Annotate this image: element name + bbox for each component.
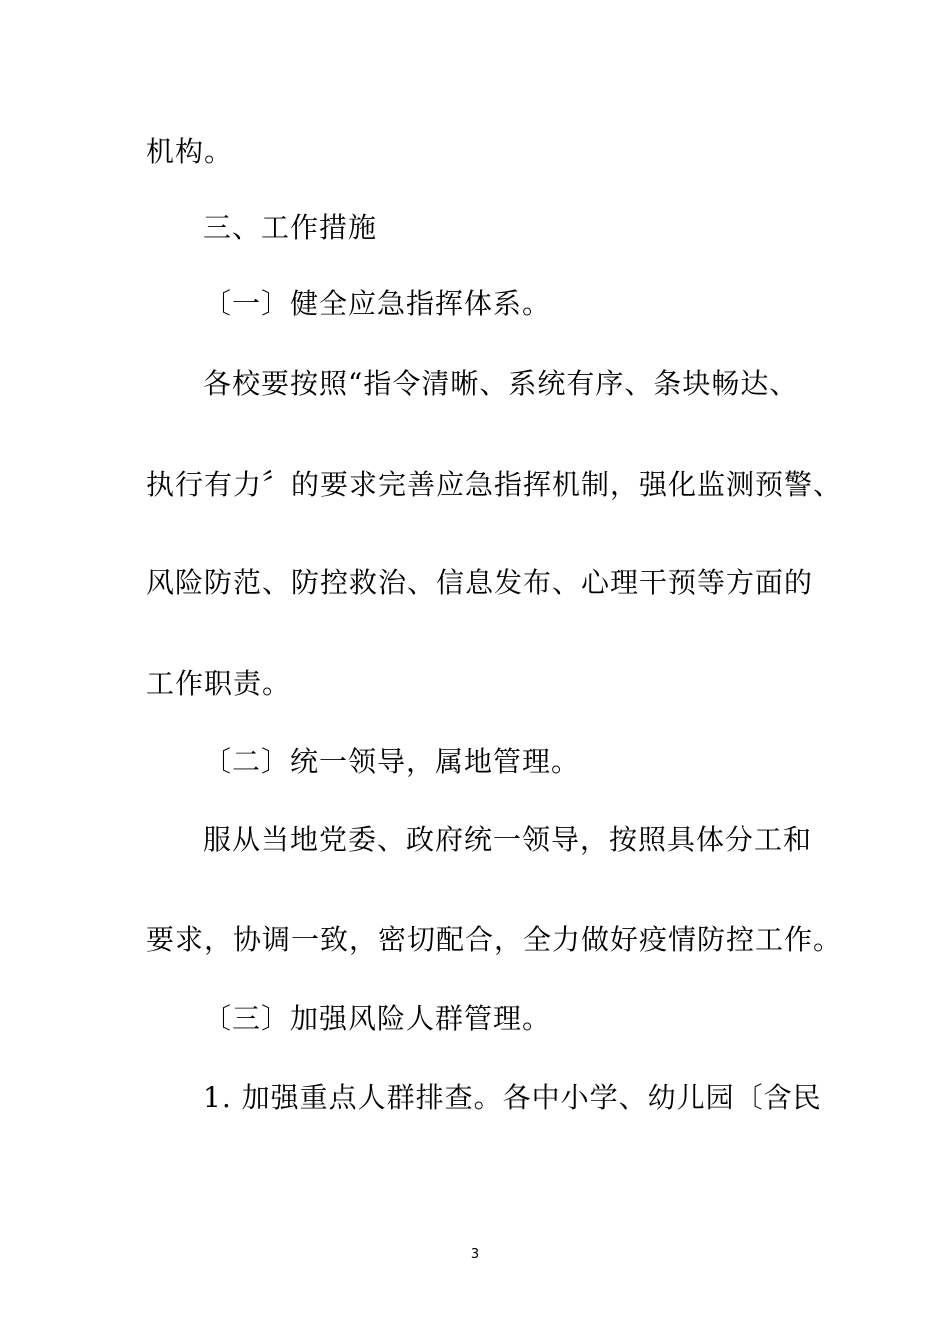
subsection-heading: 〔一〕健全应急指挥体系。	[203, 287, 552, 320]
paragraph-line: 各校要按照“指令清晰、系统有序、条块畅达、	[203, 367, 799, 400]
paragraph-line: 服从当地党委、政府统一领导，按照具体分工和	[203, 823, 813, 856]
paragraph-line: 风险防范、防控救治、信息发布、心理干预等方面的	[146, 566, 814, 599]
subsection-heading: 〔三〕加强风险人群管理。	[203, 1002, 552, 1035]
page-number: 3	[470, 1247, 480, 1262]
paragraph-line: 机构。	[146, 135, 234, 168]
paragraph-line: 工作职责。	[146, 667, 292, 700]
paragraph-line: 执行有力〞的要求完善应急指挥机制，强化监测预警、	[146, 468, 843, 501]
section-heading: 三、工作措施	[203, 211, 378, 244]
subsection-heading: 〔二〕统一领导，属地管理。	[203, 745, 581, 778]
paragraph-line: 要求，协调一致，密切配合，全力做好疫情防控工作。	[146, 923, 843, 956]
paragraph-line: 1. 加强重点人群排查。各中小学、幼儿园〔含民	[203, 1081, 822, 1114]
